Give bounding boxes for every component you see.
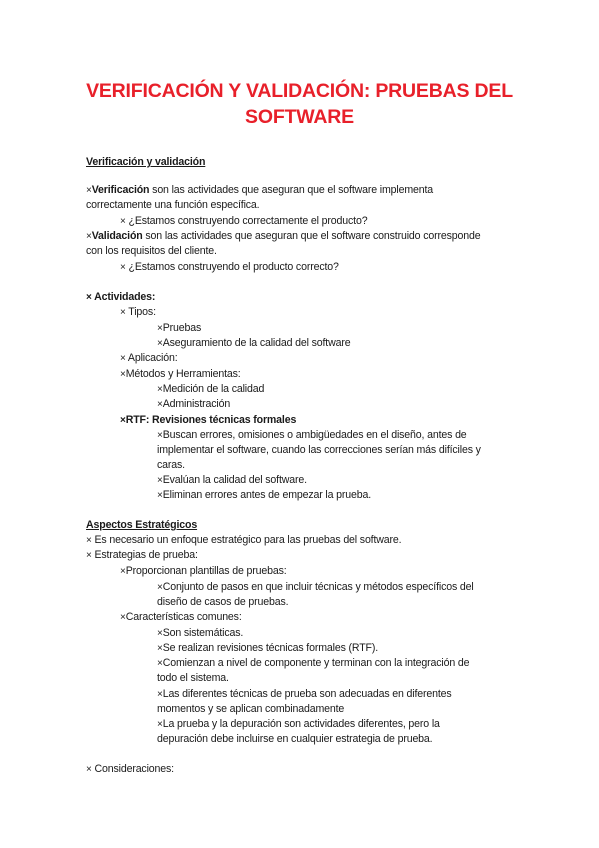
bullet-marker: × <box>157 490 163 501</box>
eliminan-label: Eliminan errores antes de empezar la prueba. <box>162 489 372 501</box>
administracion-label: Administración <box>162 398 231 410</box>
bullet-marker: × <box>86 764 92 775</box>
bullet-marker: × <box>157 689 163 700</box>
bullet-marker: × <box>120 262 126 273</box>
estrategias-label: Estrategias de prueba: <box>91 549 198 561</box>
buscan-text-cont-1: implementar el software, cuando las correcciones serían más difíciles y <box>157 444 481 456</box>
aseguramiento-label: Aseguramiento de la calidad del software <box>162 337 351 349</box>
document-title <box>40 78 559 130</box>
pruebas-label: Pruebas <box>162 322 202 334</box>
comienzan-item <box>157 657 469 670</box>
bullet-marker: × <box>120 307 126 318</box>
sistematicas-item <box>157 627 243 640</box>
bullet-marker: × <box>120 566 126 577</box>
conjunto-text-cont: diseño de casos de pruebas. <box>157 596 289 608</box>
revisiones-item <box>157 642 378 655</box>
validacion-text-cont: con los requisitos del cliente. <box>86 245 217 257</box>
bullet-marker: × <box>157 582 163 593</box>
tipos-item <box>120 306 156 319</box>
rtf-item <box>120 414 296 427</box>
pruebas-item <box>157 322 201 335</box>
bullet-marker: × <box>120 612 126 623</box>
actividades-heading <box>86 291 155 304</box>
caracteristicas-label: Características comunes: <box>125 611 242 623</box>
bullet-marker: × <box>157 475 163 486</box>
sistematicas-label: Son sistemáticas. <box>162 627 244 639</box>
consideraciones-label: Consideraciones: <box>91 763 174 775</box>
depuracion-text-cont: depuración debe incluirse en cualquier estrategia de prueba. <box>157 733 433 745</box>
conjunto-item <box>157 581 474 594</box>
aplicacion-label: Aplicación: <box>125 352 178 364</box>
validacion-item <box>86 230 480 243</box>
evaluan-label: Evalúan la calidad del software. <box>162 474 307 486</box>
metodos-item <box>120 368 241 381</box>
bullet-marker: × <box>86 535 92 546</box>
bullet-marker: × <box>86 292 92 303</box>
enfoque-label: Es necesario un enfoque estratégico para las pruebas del software. <box>91 534 402 546</box>
bullet-marker: × <box>86 231 92 242</box>
bullet-marker: × <box>86 550 92 561</box>
validacion-term: Validación <box>91 230 143 242</box>
bullet-marker: × <box>120 369 126 380</box>
aplicacion-item <box>120 352 178 365</box>
consideraciones-item <box>86 763 174 776</box>
bullet-marker: × <box>120 415 126 426</box>
bullet-marker: × <box>157 430 163 441</box>
diferentes-text-cont: momentos y se aplican combinadamente <box>157 703 345 715</box>
plantillas-label: Proporcionan plantillas de pruebas: <box>125 565 287 577</box>
depuracion-item <box>157 718 440 731</box>
diferentes-item <box>157 688 452 701</box>
metodos-label: Métodos y Herramientas: <box>125 368 241 380</box>
tipos-label: Tipos: <box>125 306 156 318</box>
buscan-text: Buscan errores, omisiones o ambigüedades en el diseño, antes de <box>162 429 467 441</box>
medicion-label: Medición de la calidad <box>162 383 265 395</box>
revisiones-label: Se realizan revisiones técnicas formales (RTF). <box>162 642 379 654</box>
enfoque-item <box>86 534 401 547</box>
aseguramiento-item <box>157 337 350 350</box>
conjunto-text: Conjunto de pasos en que incluir técnicas y métodos específicos del <box>162 581 474 593</box>
section-heading-verificacion: Verificación y validación <box>86 156 206 168</box>
bullet-marker: × <box>157 658 163 669</box>
bullet-marker: × <box>157 338 163 349</box>
validacion-text: son las actividades que aseguran que el software construido corresponde <box>142 230 481 242</box>
plantillas-item <box>120 565 287 578</box>
bullet-marker: × <box>157 719 163 730</box>
validacion-question-text: ¿Estamos construyendo el producto correcto? <box>125 261 339 273</box>
estrategias-item <box>86 549 198 562</box>
title-line-1: VERIFICACIÓN Y VALIDACIÓN: PRUEBAS DEL <box>86 80 513 102</box>
actividades-label: Actividades: <box>91 291 156 303</box>
validacion-question <box>120 261 339 274</box>
verificacion-question <box>120 215 367 228</box>
depuracion-text: La prueba y la depuración son actividades diferentes, pero la <box>162 718 440 730</box>
bullet-marker: × <box>157 384 163 395</box>
verificacion-text-cont: correctamente una función específica. <box>86 199 260 211</box>
bullet-marker: × <box>157 399 163 410</box>
bullet-marker: × <box>157 323 163 334</box>
verificacion-term: Verificación <box>91 184 150 196</box>
bullet-marker: × <box>157 628 163 639</box>
diferentes-text: Las diferentes técnicas de prueba son adecuadas en diferentes <box>162 688 452 700</box>
section-heading-aspectos: Aspectos Estratégicos <box>86 519 198 531</box>
verificacion-question-text: ¿Estamos construyendo correctamente el producto? <box>125 215 368 227</box>
bullet-marker: × <box>157 643 163 654</box>
comienzan-text-cont: todo el sistema. <box>157 672 229 684</box>
eliminan-item <box>157 489 371 502</box>
bullet-marker: × <box>86 185 92 196</box>
bullet-marker: × <box>120 353 126 364</box>
caracteristicas-item <box>120 611 242 624</box>
bullet-marker: × <box>120 216 126 227</box>
title-line-2: SOFTWARE <box>245 106 354 128</box>
buscan-text-cont-2: caras. <box>157 459 185 471</box>
buscan-item <box>157 429 467 442</box>
verificacion-item <box>86 184 433 197</box>
comienzan-text: Comienzan a nivel de componente y terminan con la integración de <box>162 657 470 669</box>
evaluan-item <box>157 474 307 487</box>
administracion-item <box>157 398 230 411</box>
rtf-label: RTF: Revisiones técnicas formales <box>125 414 297 426</box>
verificacion-text: son las actividades que aseguran que el software implementa <box>149 184 434 196</box>
medicion-item <box>157 383 264 396</box>
